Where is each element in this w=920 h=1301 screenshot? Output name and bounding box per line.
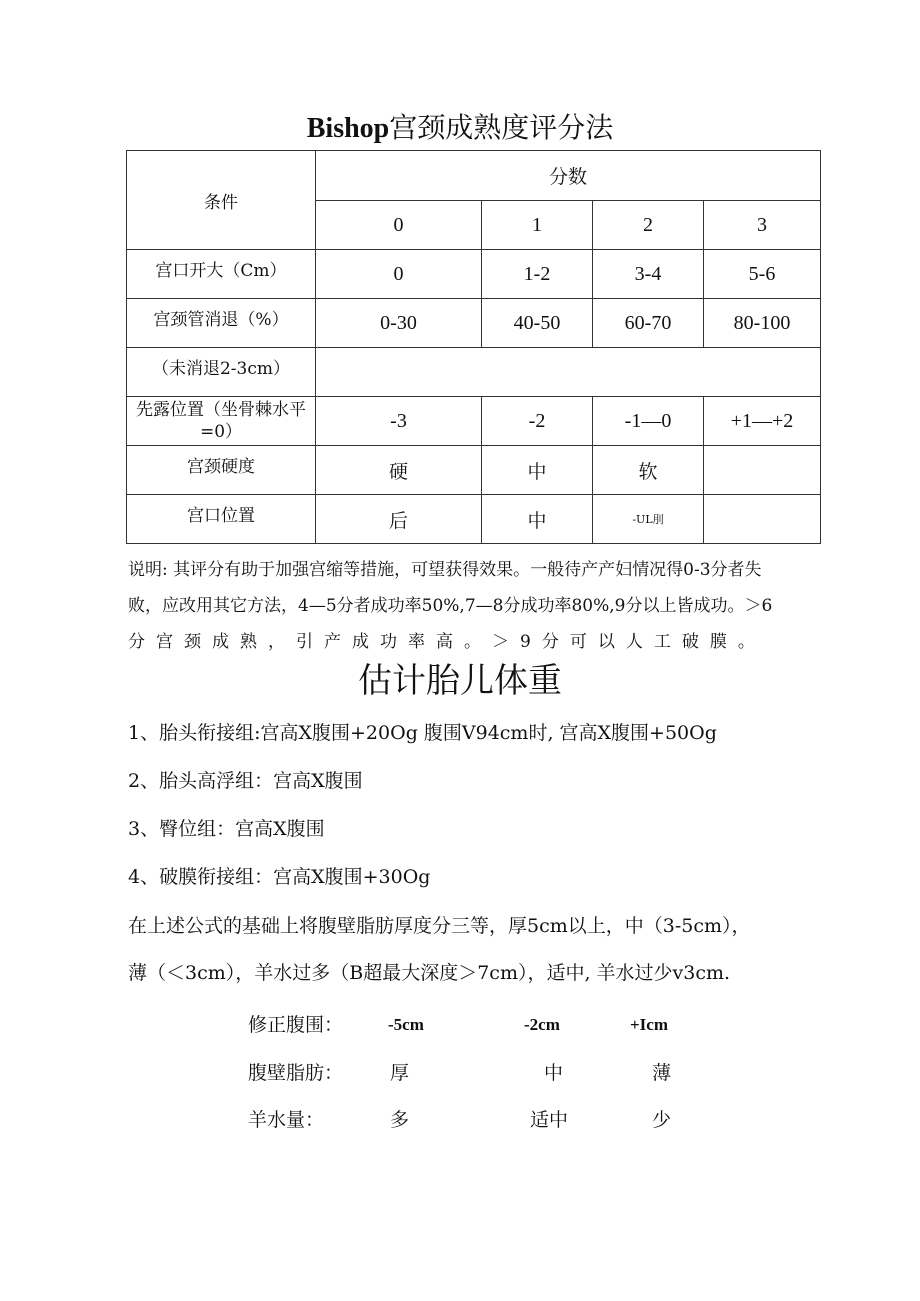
correction-value: 中 bbox=[544, 1062, 564, 1084]
table-row bbox=[127, 348, 821, 397]
table-cell: 硬 bbox=[316, 446, 482, 495]
bishop-title bbox=[0, 108, 920, 149]
formula-item: 2、胎头高浮组：宫高X腹围 bbox=[128, 770, 363, 792]
table-cell: 0-30 bbox=[316, 299, 482, 348]
table-row bbox=[127, 446, 821, 495]
table-header-row bbox=[127, 151, 821, 201]
correction-label: 羊水量： bbox=[248, 1109, 325, 1131]
row-label: 宫口位置 bbox=[127, 495, 316, 544]
note-line: 败，应改用其它方法，4—5分者成功率50%,7—8分成功率80%,9分以上皆成功。＞6 bbox=[128, 596, 773, 616]
correction-value: +Icm bbox=[630, 1015, 669, 1034]
correction-value: 少 bbox=[652, 1109, 672, 1131]
empty-cell bbox=[316, 348, 821, 397]
row-label: 宫颈硬度 bbox=[127, 446, 316, 495]
score-header: 分数 bbox=[316, 151, 821, 201]
table-cell: 后 bbox=[316, 495, 482, 544]
correction-label: 腹壁脂肪： bbox=[248, 1062, 344, 1084]
row-label: 宫颈管消退（%） bbox=[127, 299, 316, 348]
table-cell: 40-50 bbox=[482, 299, 593, 348]
bishop-title-en: Bishop bbox=[306, 113, 390, 144]
table-cell: -3 bbox=[316, 397, 482, 446]
formula-item: 1、胎头衔接组:宫高X腹围+20Og 腹围V94cm时, 宫高X腹围+50Og bbox=[128, 722, 717, 744]
table-cell: 5-6 bbox=[704, 250, 821, 299]
score-0: 0 bbox=[316, 201, 482, 250]
bishop-title-cn: 宫颈成熟度评分法 bbox=[389, 111, 614, 144]
formula-item: 3、臀位组：宫高X腹围 bbox=[128, 818, 325, 840]
table-cell: 60-70 bbox=[593, 299, 704, 348]
table-cell: 中 bbox=[482, 446, 593, 495]
table-cell: 中 bbox=[482, 495, 593, 544]
table-cell: 1-2 bbox=[482, 250, 593, 299]
correction-label: 修正腹围： bbox=[248, 1014, 344, 1036]
correction-value: 厚 bbox=[390, 1062, 410, 1084]
correction-value: 多 bbox=[390, 1109, 410, 1131]
score-3: 3 bbox=[704, 201, 821, 250]
correction-value: 适中 bbox=[530, 1109, 569, 1131]
condition-header: 条件 bbox=[127, 151, 316, 250]
table-row bbox=[127, 495, 821, 544]
score-1: 1 bbox=[482, 201, 593, 250]
bishop-notes bbox=[128, 552, 820, 660]
table-cell: 3-4 bbox=[593, 250, 704, 299]
row-label: 先露位置（坐骨棘水平=0） bbox=[127, 397, 316, 446]
fetal-weight-title: 估计胎儿体重 bbox=[358, 661, 562, 701]
table-row bbox=[127, 299, 821, 348]
table-cell: -1—0 bbox=[593, 397, 704, 446]
row-label: （未消退2-3cm） bbox=[127, 348, 316, 397]
table-row bbox=[127, 397, 821, 446]
paragraph-line: 在上述公式的基础上将腹壁脂肪厚度分三等，厚5cm以上，中（3-5cm）， bbox=[128, 915, 751, 937]
table-cell: 0 bbox=[316, 250, 482, 299]
formula-item: 4、破膜衔接组：宫高X腹围+30Og bbox=[128, 866, 431, 888]
score-2: 2 bbox=[593, 201, 704, 250]
correction-value: -2cm bbox=[524, 1015, 560, 1034]
note-line: 说明: 其评分有助于加强宫缩等措施，可望获得效果。一般待产产妇情况得0-3分者失 bbox=[128, 560, 762, 580]
correction-value: 薄 bbox=[652, 1062, 672, 1084]
table-cell: +1—+2 bbox=[704, 397, 821, 446]
table-cell bbox=[704, 495, 821, 544]
correction-value: -5cm bbox=[388, 1015, 424, 1034]
table-row bbox=[127, 250, 821, 299]
table-cell: 软 bbox=[593, 446, 704, 495]
row-label: 宫口开大（Cm） bbox=[127, 250, 316, 299]
table-cell bbox=[704, 446, 821, 495]
note-line: 分宫颈成熟，引产成功率高。＞9分可以人工破膜。 bbox=[128, 632, 766, 652]
table-cell: -2 bbox=[482, 397, 593, 446]
bishop-score-table bbox=[126, 150, 821, 544]
table-cell: -UL刖 bbox=[593, 495, 704, 544]
paragraph-line: 薄（＜3cm），羊水过多（B超最大深度＞7cm），适中, 羊水过少v3cm. bbox=[128, 962, 731, 984]
table-cell: 80-100 bbox=[704, 299, 821, 348]
